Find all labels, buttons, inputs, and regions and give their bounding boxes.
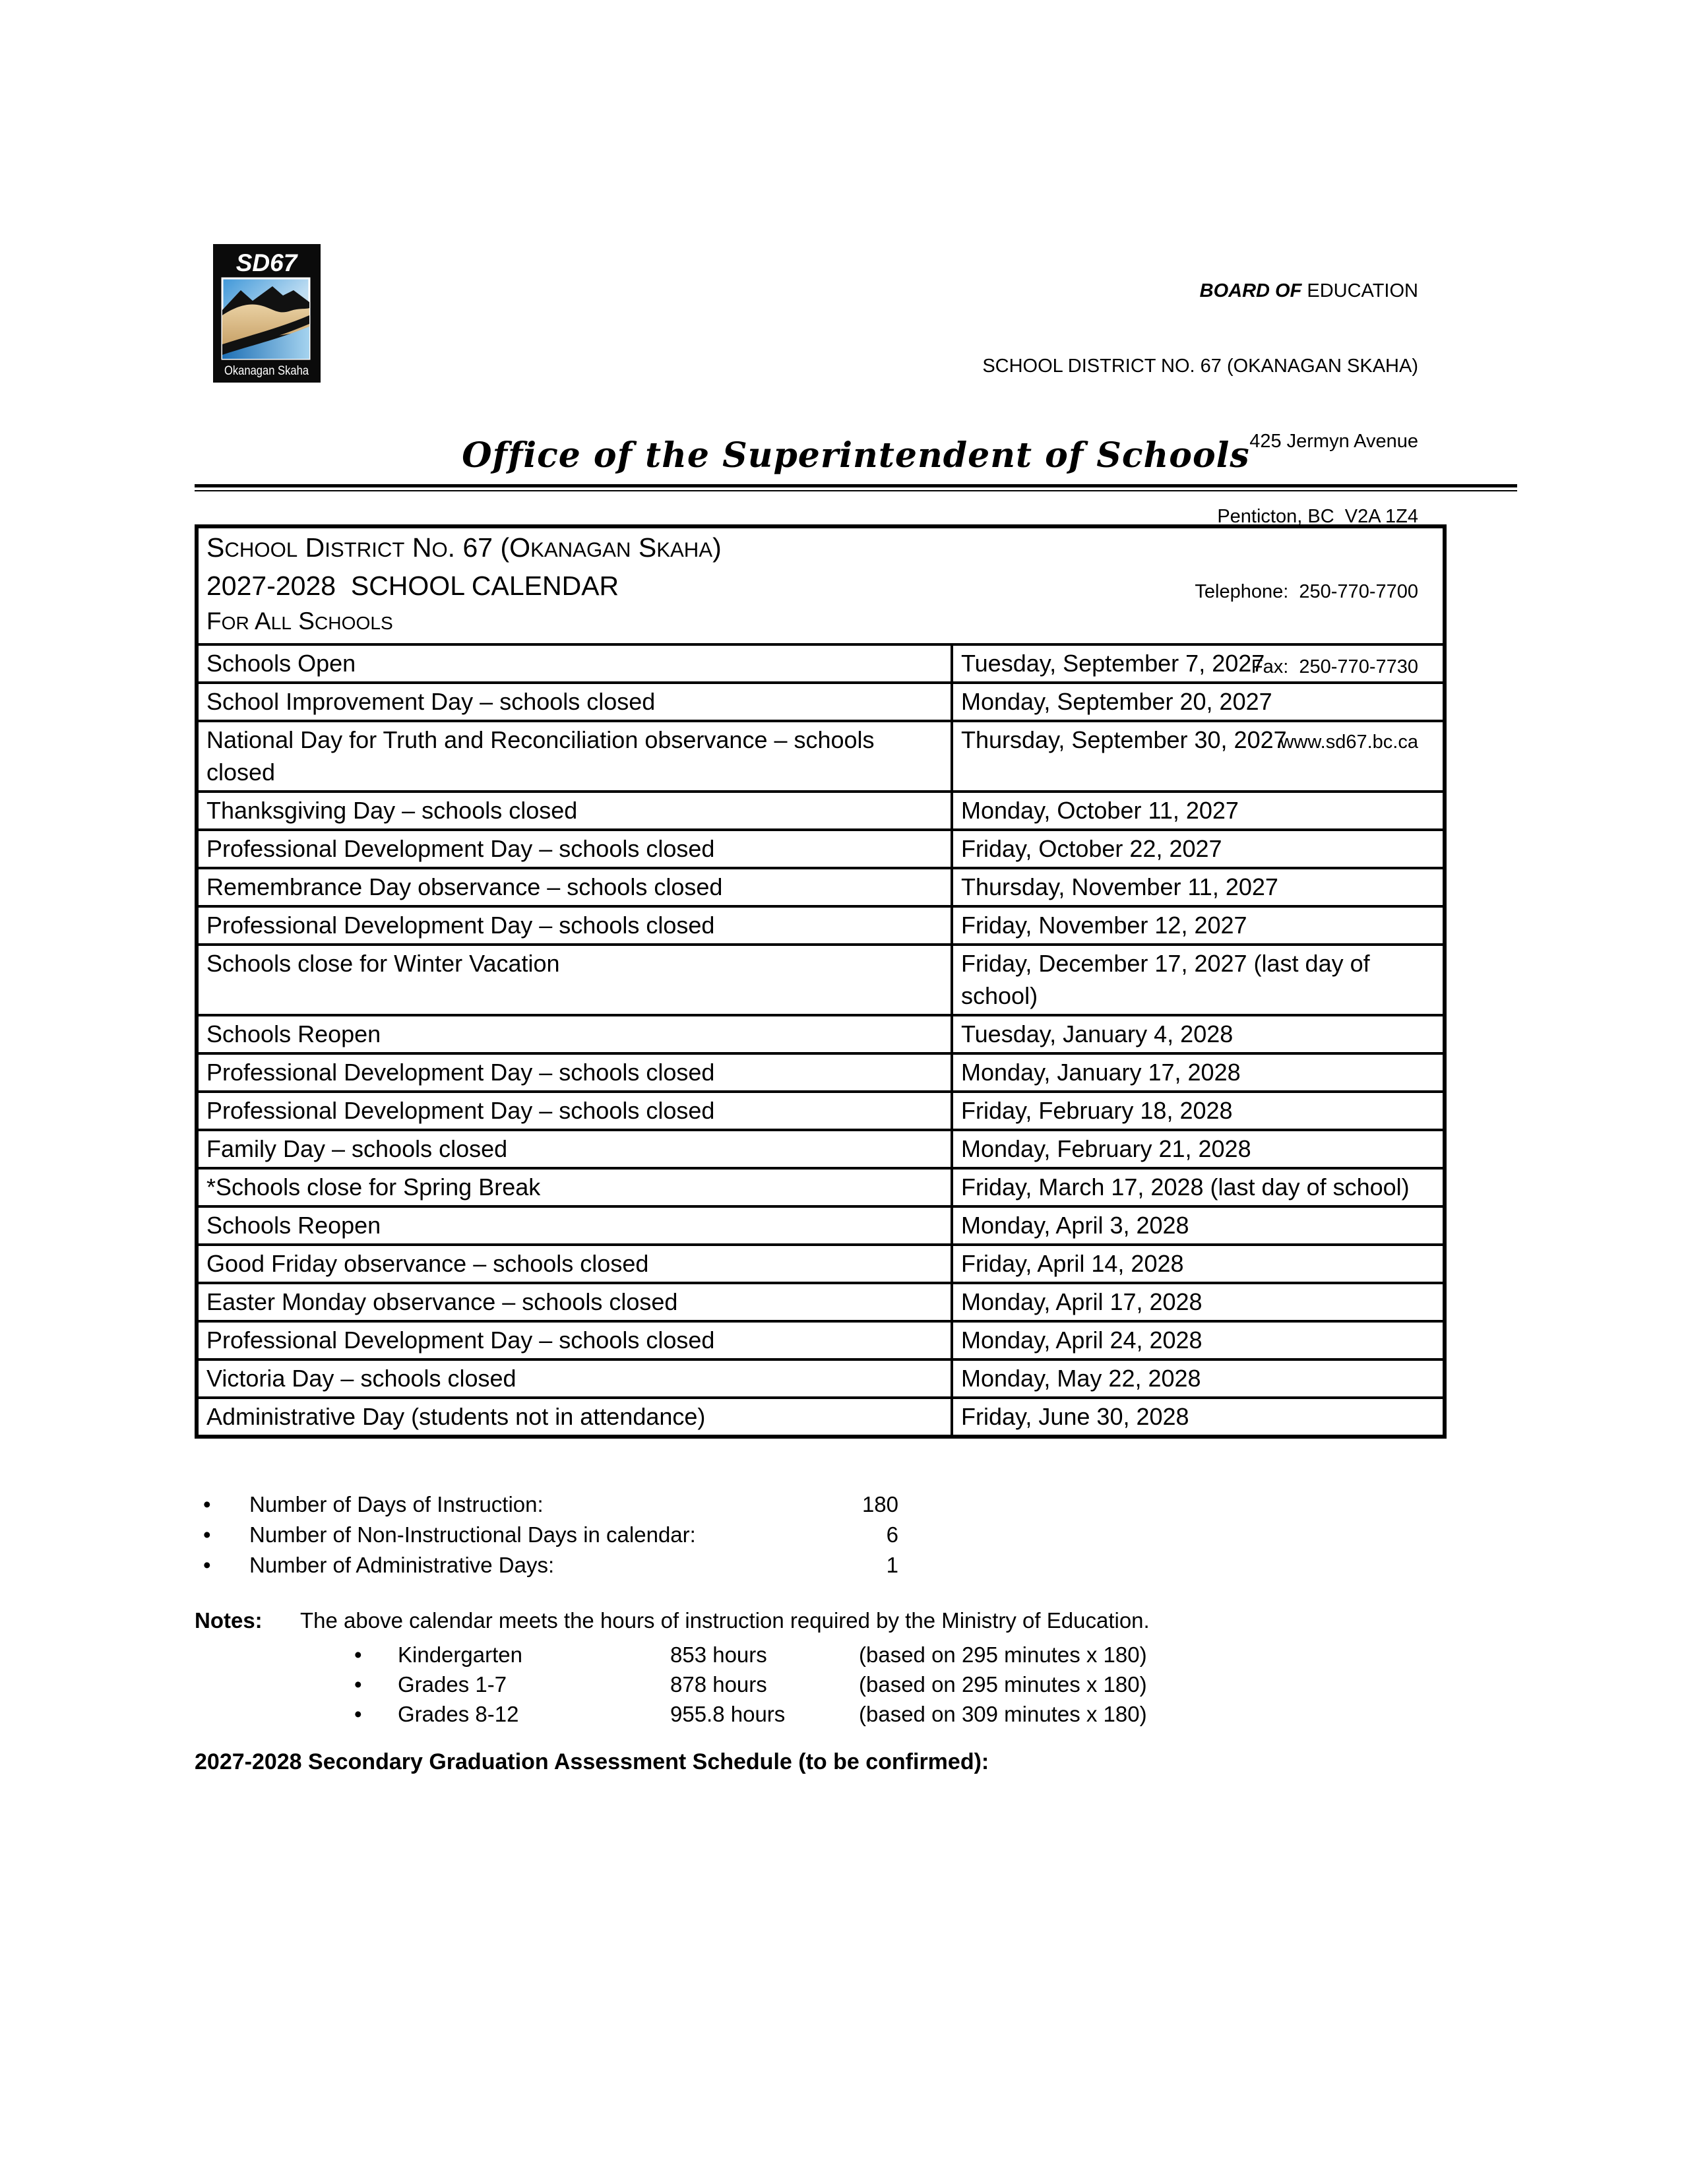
bullet-icon: • <box>354 1702 362 1726</box>
stat-label: Number of Days of Instruction: <box>249 1492 544 1516</box>
letterhead-district: SCHOOL DISTRICT NO. 67 (OKANAGAN SKAHA) <box>982 356 1418 377</box>
table-row <box>197 1092 1445 1130</box>
note-item <box>195 1702 1316 1732</box>
event-cell: Professional Development Day – schools closed <box>197 906 952 945</box>
board-of-label: BOARD OF <box>1199 280 1302 301</box>
stat-item <box>198 1492 923 1522</box>
table-row <box>197 1130 1445 1168</box>
event-cell: Schools Reopen <box>197 1206 952 1245</box>
event-cell: Professional Development Day – schools closed <box>197 830 952 868</box>
sd67-wordmark: SD67 <box>235 249 297 276</box>
stat-value: 6 <box>886 1522 898 1547</box>
date-cell: Friday, November 12, 2027 <box>952 906 1445 945</box>
letterhead-website: www.sd67.bc.ca <box>1280 732 1418 753</box>
calendar-table <box>195 524 1447 1439</box>
date-cell: Monday, October 11, 2027 <box>952 792 1445 830</box>
bullet-icon: • <box>203 1492 211 1516</box>
letterhead-telephone: Telephone: 250-770-7700 <box>1195 581 1418 602</box>
date-cell: Friday, April 14, 2028 <box>952 1245 1445 1283</box>
office-title: Office of the Superintendent of Schools <box>462 435 1250 476</box>
note-item <box>195 1642 1316 1672</box>
table-row <box>197 683 1445 721</box>
table-row <box>197 1398 1445 1437</box>
notes-text: The above calendar meets the hours of instruction required by the Ministry of Education. <box>300 1608 1150 1633</box>
stat-label: Number of Administrative Days: <box>249 1553 555 1577</box>
calendar-heading-row <box>197 526 1445 644</box>
district-logo-image <box>213 244 321 383</box>
event-cell: *Schools close for Spring Break <box>197 1168 952 1206</box>
notes-label: Notes: <box>195 1608 263 1633</box>
calendar-heading <box>197 526 1445 644</box>
letterhead-address: 425 Jermyn Avenue <box>1249 431 1418 452</box>
logo-illustration <box>222 278 309 359</box>
date-cell: Monday, February 21, 2028 <box>952 1130 1445 1168</box>
date-cell: Tuesday, September 7, 2027 <box>952 644 1445 683</box>
bullet-icon: • <box>203 1553 211 1577</box>
event-cell: Schools Reopen <box>197 1015 952 1053</box>
table-row <box>197 644 1445 683</box>
date-cell: Monday, April 3, 2028 <box>952 1206 1445 1245</box>
table-row <box>197 1053 1445 1092</box>
date-cell: Thursday, September 30, 2027 <box>952 721 1445 792</box>
letterhead-line-board <box>660 278 1418 303</box>
note-grade: Kindergarten <box>398 1642 522 1667</box>
table-row <box>197 1168 1445 1206</box>
table-row <box>197 1283 1445 1321</box>
table-row <box>197 1245 1445 1283</box>
okanagan-skaha-caption: Okanagan Skaha <box>224 364 309 378</box>
date-cell: Monday, September 20, 2027 <box>952 683 1445 721</box>
note-basis: (based on 295 minutes x 180) <box>859 1672 1147 1697</box>
calendar-heading-scope: FOR ALL SCHOOLS <box>206 608 393 635</box>
event-cell: Schools close for Winter Vacation <box>197 945 952 1015</box>
date-cell: Monday, May 22, 2028 <box>952 1359 1445 1398</box>
title-rule <box>195 484 1517 491</box>
note-grade: Grades 1-7 <box>398 1672 507 1697</box>
stat-value: 180 <box>861 1492 898 1516</box>
calendar-heading-year: 2027-2028 SCHOOL CALENDAR <box>206 571 619 601</box>
event-cell: Easter Monday observance – schools closed <box>197 1283 952 1321</box>
letterhead-city: Penticton, BC V2A 1Z4 <box>1217 506 1418 527</box>
event-cell: Thanksgiving Day – schools closed <box>197 792 952 830</box>
letterhead-fax: Fax: 250-770-7730 <box>1251 656 1418 677</box>
rule-thin-line <box>195 490 1517 491</box>
bullet-icon: • <box>203 1522 211 1547</box>
stat-label: Number of Non-Instructional Days in calendar: <box>249 1522 696 1547</box>
note-item <box>195 1672 1316 1702</box>
note-hours: 853 hours <box>670 1642 767 1667</box>
event-cell: Remembrance Day observance – schools closed <box>197 868 952 906</box>
event-cell: Professional Development Day – schools closed <box>197 1053 952 1092</box>
event-cell: School Improvement Day – schools closed <box>197 683 952 721</box>
table-row <box>197 792 1445 830</box>
table-row <box>197 721 1445 792</box>
district-logo <box>213 244 321 383</box>
table-row <box>197 868 1445 906</box>
bullet-icon: • <box>354 1642 362 1667</box>
education-label: EDUCATION <box>1301 280 1418 301</box>
date-cell: Friday, March 17, 2028 (last day of school) <box>952 1168 1445 1206</box>
table-row <box>197 945 1445 1015</box>
calendar-heading-district: SCHOOL DISTRICT NO. 67 (OKANAGAN SKAHA) <box>206 532 722 563</box>
date-cell: Thursday, November 11, 2027 <box>952 868 1445 906</box>
bullet-icon: • <box>354 1672 362 1697</box>
table-row <box>197 1206 1445 1245</box>
note-basis: (based on 309 minutes x 180) <box>859 1702 1147 1726</box>
stat-item <box>198 1522 923 1553</box>
table-row <box>197 1321 1445 1359</box>
date-cell: Friday, February 18, 2028 <box>952 1092 1445 1130</box>
table-row <box>197 1359 1445 1398</box>
note-hours: 955.8 hours <box>670 1702 786 1726</box>
event-cell: Family Day – schools closed <box>197 1130 952 1168</box>
date-cell: Monday, January 17, 2028 <box>952 1053 1445 1092</box>
date-cell: Friday, October 22, 2027 <box>952 830 1445 868</box>
event-cell: Professional Development Day – schools closed <box>197 1321 952 1359</box>
notes <box>195 1608 1316 1732</box>
event-cell: Victoria Day – schools closed <box>197 1359 952 1398</box>
date-cell: Friday, June 30, 2028 <box>952 1398 1445 1437</box>
notes-head <box>195 1608 1316 1642</box>
footer-heading: 2027-2028 Secondary Graduation Assessment Schedule (to be confirmed): <box>195 1749 989 1774</box>
stats-list <box>198 1492 923 1583</box>
event-cell: Administrative Day (students not in attendance) <box>197 1398 952 1437</box>
note-basis: (based on 295 minutes x 180) <box>859 1642 1147 1667</box>
table-row <box>197 830 1445 868</box>
event-cell: National Day for Truth and Reconciliation observance – schools closed <box>197 721 952 792</box>
event-cell: Good Friday observance – schools closed <box>197 1245 952 1283</box>
note-grade: Grades 8-12 <box>398 1702 519 1726</box>
date-cell: Monday, April 17, 2028 <box>952 1283 1445 1321</box>
table-row <box>197 906 1445 945</box>
table-row <box>197 1015 1445 1053</box>
date-cell: Monday, April 24, 2028 <box>952 1321 1445 1359</box>
date-cell: Friday, December 17, 2027 (last day of school) <box>952 945 1445 1015</box>
event-cell: Schools Open <box>197 644 952 683</box>
event-cell: Professional Development Day – schools closed <box>197 1092 952 1130</box>
stat-value: 1 <box>886 1553 898 1577</box>
stat-item <box>198 1553 923 1583</box>
note-hours: 878 hours <box>670 1672 767 1697</box>
date-cell: Tuesday, January 4, 2028 <box>952 1015 1445 1053</box>
